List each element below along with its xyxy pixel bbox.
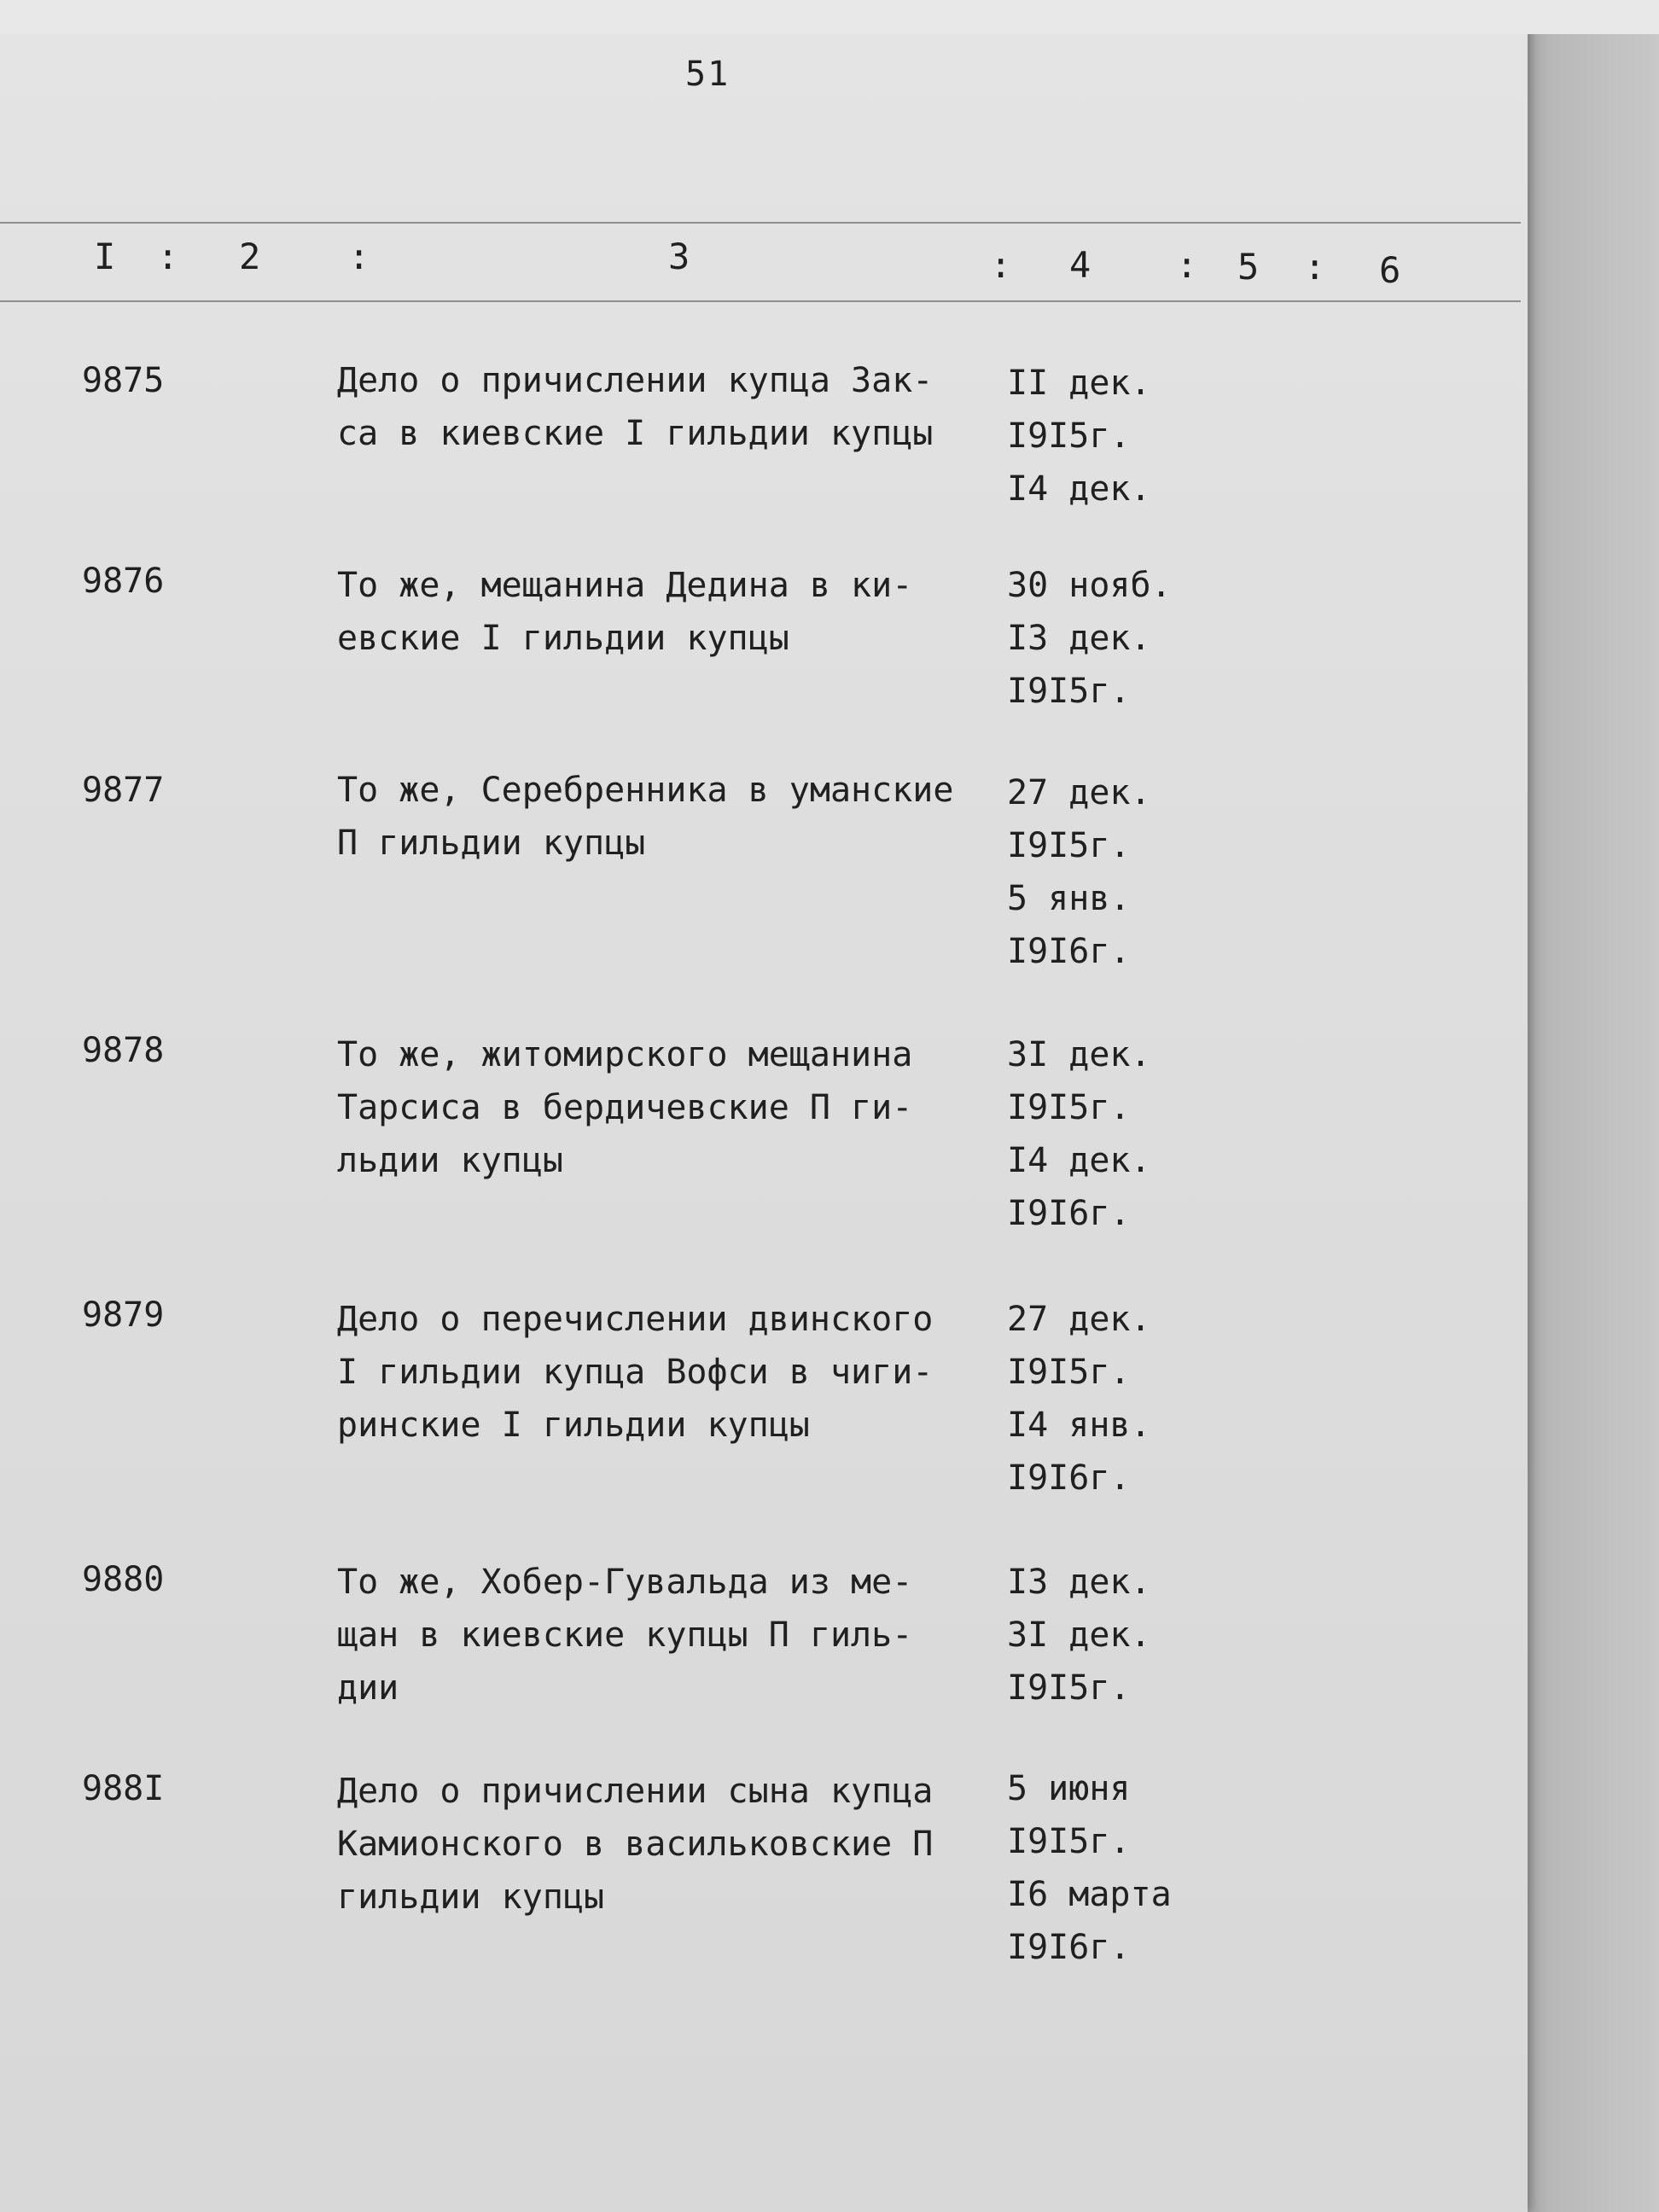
- description-line: Дело о причислении сына купца: [337, 1772, 934, 1811]
- entry-dates: [1007, 1556, 1151, 1714]
- column-separator: :: [1304, 246, 1326, 288]
- column-separator: :: [990, 244, 1012, 286]
- date-line: I9I5г.: [1007, 416, 1131, 456]
- date-line: 27 дек.: [1007, 1300, 1151, 1339]
- date-line: II дек.: [1007, 364, 1151, 403]
- date-line: I9I5г.: [1007, 1668, 1131, 1708]
- paper-top-edge: [0, 0, 1659, 34]
- column-3-header: 3: [668, 236, 690, 277]
- date-line: I3 дек.: [1007, 619, 1151, 658]
- entry-dates: [1007, 1293, 1151, 1505]
- entry-description: [337, 559, 1003, 665]
- entry-description: [337, 1293, 1003, 1452]
- page-number: 51: [685, 55, 731, 94]
- description-line: дии: [337, 1668, 399, 1708]
- entry-number: 9877: [82, 771, 165, 810]
- date-line: I9I5г.: [1007, 1353, 1131, 1392]
- description-line: I гильдии купца Вофси в чиги-: [337, 1353, 934, 1392]
- description-line: Дело о причислении купца Зак-: [337, 361, 934, 400]
- description-line: Камионского в васильковские П: [337, 1825, 934, 1864]
- description-line: То же, Хобер-Гувальда из ме-: [337, 1563, 913, 1602]
- entry-number: 9876: [82, 562, 165, 601]
- date-line: 5 июня: [1007, 1769, 1131, 1808]
- date-line: I9I5г.: [1007, 1088, 1131, 1127]
- date-line: 5 янв.: [1007, 879, 1131, 918]
- entry-number: 988I: [82, 1769, 165, 1808]
- background-edge: [1515, 0, 1659, 2212]
- date-line: I4 дек.: [1007, 469, 1151, 509]
- column-2-header: 2: [239, 236, 261, 277]
- table-header: [0, 222, 1521, 302]
- entry-dates: [1007, 357, 1151, 515]
- description-line: Дело о перечислении двинского: [337, 1300, 934, 1339]
- description-line: ринские I гильдии купцы: [337, 1406, 810, 1445]
- entry-dates: [1007, 1028, 1151, 1240]
- date-line: I9I5г.: [1007, 826, 1131, 865]
- description-line: са в киевские I гильдии купцы: [337, 414, 934, 453]
- description-line: Тарсиса в бердичевские П ги-: [337, 1088, 913, 1127]
- entry-description: [337, 1028, 1003, 1187]
- description-line: гильдии купцы: [337, 1877, 605, 1917]
- description-line: П гильдии купцы: [337, 824, 646, 863]
- date-line: I6 марта: [1007, 1875, 1172, 1914]
- date-line: 3I дек.: [1007, 1035, 1151, 1074]
- entry-number: 9880: [82, 1560, 165, 1599]
- date-line: I9I6г.: [1007, 1928, 1131, 1967]
- description-line: льдии купцы: [337, 1141, 563, 1180]
- date-line: 30 нояб.: [1007, 566, 1172, 605]
- date-line: I4 янв.: [1007, 1406, 1151, 1445]
- description-line: То же, житомирского мещанина: [337, 1035, 913, 1074]
- entry-description: [337, 1765, 1003, 1924]
- entry-number: 9879: [82, 1295, 165, 1335]
- column-1-header: I: [94, 236, 116, 277]
- date-line: I9I6г.: [1007, 1458, 1131, 1498]
- description-line: То же, мещанина Дедина в ки-: [337, 566, 913, 605]
- description-line: То же, Серебренника в уманские: [337, 771, 954, 810]
- entry-dates: [1007, 766, 1151, 978]
- column-separator: :: [1176, 244, 1198, 286]
- date-line: I9I5г.: [1007, 1822, 1131, 1861]
- entry-dates: [1007, 559, 1172, 718]
- entry-description: [337, 764, 1003, 870]
- column-6-header: 6: [1379, 249, 1401, 291]
- entry-description: [337, 1556, 1003, 1714]
- date-line: I3 дек.: [1007, 1563, 1151, 1602]
- entry-dates: [1007, 1762, 1172, 1974]
- date-line: I9I6г.: [1007, 1194, 1131, 1233]
- date-line: 27 дек.: [1007, 773, 1151, 812]
- entry-number: 9878: [82, 1031, 165, 1070]
- date-line: I9I5г.: [1007, 672, 1131, 711]
- description-line: щан в киевские купцы П гиль-: [337, 1615, 913, 1655]
- column-4-header: 4: [1069, 244, 1091, 286]
- column-5-header: 5: [1237, 246, 1260, 288]
- date-line: 3I дек.: [1007, 1615, 1151, 1655]
- entry-description: [337, 354, 1003, 460]
- column-separator: :: [348, 236, 370, 277]
- column-separator: :: [157, 236, 179, 277]
- date-line: I4 дек.: [1007, 1141, 1151, 1180]
- date-line: I9I6г.: [1007, 932, 1131, 971]
- description-line: евские I гильдии купцы: [337, 619, 789, 658]
- entry-number: 9875: [82, 361, 165, 400]
